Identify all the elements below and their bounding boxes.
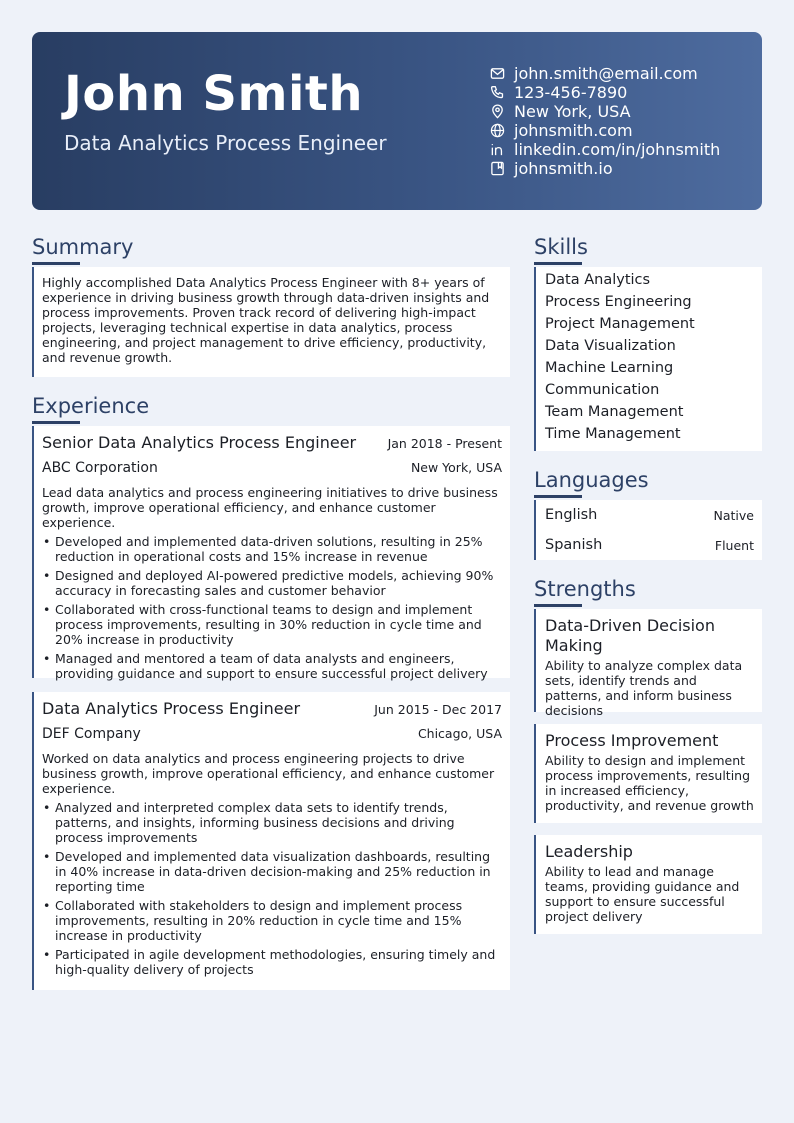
job-dates: Jun 2015 - Dec 2017 bbox=[374, 702, 502, 717]
strength-description: Ability to design and implement process improvements, resulting in increased efficiency, productivity, and revenue growth bbox=[545, 753, 754, 813]
strength-card bbox=[534, 724, 762, 823]
skill-item: Project Management bbox=[545, 316, 695, 332]
strength-title: Process Improvement bbox=[545, 731, 719, 750]
contact-linkedin[interactable] bbox=[490, 140, 720, 159]
contact-location bbox=[490, 102, 720, 121]
contact-portfolio[interactable] bbox=[490, 159, 720, 178]
strength-title: Data-Driven Decision Making bbox=[545, 616, 715, 655]
strength-description: Ability to analyze complex data sets, identify trends and patterns, and inform business decisions bbox=[545, 658, 743, 718]
strength-title: Leadership bbox=[545, 842, 633, 861]
contact-email[interactable] bbox=[490, 64, 720, 83]
strength-card bbox=[534, 609, 762, 718]
job-bullet: • Developed and implemented data visualization dashboards, resulting in 40% increase in data-driven decision-making and 25% reduction in reporting time bbox=[42, 849, 502, 894]
job-bullets bbox=[42, 534, 502, 681]
job-card bbox=[32, 426, 510, 681]
language-level: Fluent bbox=[714, 537, 754, 553]
job-header bbox=[42, 433, 502, 453]
email-icon bbox=[490, 64, 514, 83]
contact-linkedin-text: linkedin.com/in/johnsmith bbox=[514, 140, 721, 159]
job-company: DEF Company bbox=[42, 726, 141, 742]
contact-phone[interactable] bbox=[490, 83, 720, 102]
experience-heading: Experience bbox=[32, 394, 150, 418]
contact-website[interactable] bbox=[490, 121, 720, 140]
contact-location-text: New York, USA bbox=[514, 102, 631, 121]
job-bullets bbox=[42, 800, 502, 977]
contact-website-text: johnsmith.com bbox=[514, 121, 633, 140]
job-company: ABC Corporation bbox=[42, 460, 158, 476]
language-name: English bbox=[545, 507, 598, 523]
job-bullet: • Analyzed and interpreted complex data sets to identify trends, patterns, and insights, informing business decisions and driving process improvements bbox=[42, 800, 502, 845]
strength-card bbox=[534, 835, 762, 934]
summary-card bbox=[32, 267, 510, 377]
contact-email-text: john.smith@email.com bbox=[514, 64, 698, 83]
job-location: Chicago, USA bbox=[417, 726, 502, 741]
phone-icon bbox=[490, 83, 514, 102]
language-row bbox=[545, 500, 754, 530]
resume-header bbox=[32, 32, 762, 210]
language-row bbox=[545, 530, 754, 560]
job-location: New York, USA bbox=[410, 460, 502, 475]
skill-item: Data Analytics bbox=[545, 272, 651, 288]
skill-item: Machine Learning bbox=[545, 360, 674, 376]
job-bullet: • Participated in agile development methodologies, ensuring timely and high-quality delivery of projects bbox=[42, 947, 502, 977]
skills-heading: Skills bbox=[534, 235, 588, 259]
job-bullet: • Collaborated with cross-functional teams to design and implement process improvements, resulting in 30% reduction in cycle time and 20% increase in productivity bbox=[42, 602, 502, 647]
job-description: Lead data analytics and process engineering initiatives to drive business growth, improve operational efficiency, and enhance customer experience. bbox=[42, 485, 498, 530]
location-icon bbox=[490, 102, 514, 121]
job-card bbox=[32, 692, 510, 990]
job-bullet: • Designed and deployed AI-powered predictive models, achieving 90% accuracy in forecasting sales and customer behavior bbox=[42, 568, 502, 598]
linkedin-icon bbox=[490, 140, 514, 159]
job-title: Senior Data Analytics Process Engineer bbox=[42, 433, 357, 452]
languages-heading: Languages bbox=[534, 468, 649, 492]
globe-icon bbox=[490, 121, 514, 140]
skill-item: Process Engineering bbox=[545, 294, 692, 310]
job-subheader bbox=[42, 460, 502, 476]
candidate-title: Data Analytics Process Engineer bbox=[64, 131, 387, 155]
skill-item: Team Management bbox=[545, 404, 684, 420]
skill-item: Time Management bbox=[545, 426, 681, 442]
summary-heading: Summary bbox=[32, 235, 134, 259]
job-description: Worked on data analytics and process engineering projects to drive business growth, improve operational efficiency, and enhance customer experience. bbox=[42, 751, 495, 796]
portfolio-icon bbox=[490, 159, 514, 178]
skill-item: Data Visualization bbox=[545, 338, 676, 354]
contact-list bbox=[490, 64, 720, 178]
job-subheader bbox=[42, 726, 502, 742]
language-level: Native bbox=[713, 507, 754, 523]
contact-portfolio-text: johnsmith.io bbox=[514, 159, 613, 178]
strengths-heading: Strengths bbox=[534, 577, 636, 601]
job-bullet: • Collaborated with stakeholders to design and implement process improvements, resulting in 20% reduction in cycle time and 15% increase in productivity bbox=[42, 898, 502, 943]
job-title: Data Analytics Process Engineer bbox=[42, 699, 301, 718]
candidate-name: John Smith bbox=[64, 66, 364, 122]
job-bullet: • Developed and implemented data-driven solutions, resulting in 25% reduction in operational costs and 15% increase in revenue bbox=[42, 534, 502, 564]
strength-description: Ability to lead and manage teams, providing guidance and support to ensure successful project delivery bbox=[545, 864, 740, 924]
summary-text: Highly accomplished Data Analytics Process Engineer with 8+ years of experience in driving business growth through data-driven insights and process improvements. Proven track record of delivering high-impact projects, leveraging technical expertise in data analytics, process engineering, and project management to drive efficiency, productivity, and revenue growth. bbox=[42, 275, 490, 365]
job-dates: Jan 2018 - Present bbox=[387, 436, 502, 451]
skill-item: Communication bbox=[545, 382, 660, 398]
language-name: Spanish bbox=[545, 537, 603, 553]
languages-card bbox=[534, 500, 762, 560]
skills-card bbox=[534, 267, 762, 451]
job-header bbox=[42, 699, 502, 719]
contact-phone-text: 123-456-7890 bbox=[514, 83, 628, 102]
job-bullet: • Managed and mentored a team of data analysts and engineers, providing guidance and support to ensure successful project delivery bbox=[42, 651, 502, 681]
skill-list bbox=[545, 269, 754, 445]
